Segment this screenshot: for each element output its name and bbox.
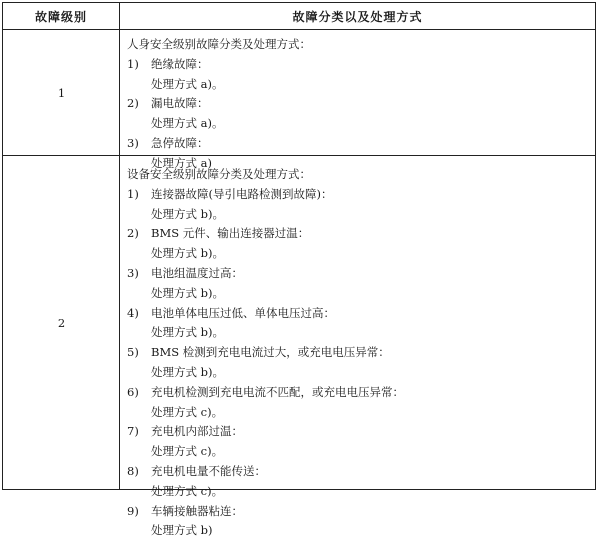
handling-method: 处理方式 b)。: [151, 246, 225, 261]
fault-name: 电池单体电压过低、单体电压过高：: [151, 305, 335, 320]
list-item: [123, 134, 587, 154]
fault-name: 急停故障：: [151, 135, 209, 150]
item-number: 5): [127, 345, 139, 360]
item-number: 8): [127, 463, 139, 478]
fault-name: 电池组温度过高：: [151, 265, 243, 280]
row-title: 设备安全级别故障分类及处理方式：: [127, 167, 311, 181]
item-number: 1): [127, 56, 139, 71]
handling-method: 处理方式 c)。: [151, 444, 224, 459]
list-item: [123, 55, 587, 75]
item-number: 7): [127, 424, 139, 439]
fault-name: BMS 元件、输出连接器过温：: [151, 226, 310, 241]
item-number: 3): [127, 265, 139, 280]
list-item: [123, 502, 587, 522]
header-fault-level: 故障级别: [34, 9, 87, 24]
fault-name: 绝缘故障：: [151, 56, 209, 71]
fault-name: 充电机内部过温：: [151, 424, 243, 439]
fault-level-1: 1: [57, 85, 66, 100]
list-item: [123, 422, 587, 442]
item-number: 3): [127, 135, 139, 150]
handling-method: 处理方式 b)。: [151, 364, 225, 379]
list-item: [123, 94, 587, 114]
header-fault-classification: 故障分类以及处理方式: [292, 9, 423, 24]
item-number: 2): [127, 226, 139, 241]
row-1-content: [123, 35, 587, 174]
handling-method: 处理方式 c)。: [151, 404, 224, 419]
item-number: 4): [127, 305, 139, 320]
handling-method: 处理方式 c)。: [151, 483, 224, 498]
fault-name: 充电机电量不能传送：: [151, 463, 266, 478]
list-item: [123, 383, 587, 403]
list-item: [123, 462, 587, 482]
item-number: 9): [127, 503, 139, 518]
item-number: 6): [127, 384, 139, 399]
handling-method: 处理方式 a): [151, 155, 212, 170]
fault-name: 漏电故障：: [151, 96, 209, 111]
fault-level-2: 2: [57, 315, 66, 330]
list-item: [123, 304, 587, 324]
list-item: [123, 343, 587, 363]
handling-method: 处理方式 b)。: [151, 325, 225, 340]
list-item: [123, 264, 587, 284]
fault-name: BMS 检测到充电电流过大，或充电电压异常：: [151, 345, 390, 360]
row-2-content: [123, 165, 587, 541]
handling-method: 处理方式 a)。: [151, 76, 224, 91]
fault-name: 连接器故障(导引电路检测到故障)：: [151, 186, 333, 201]
list-item: [123, 185, 587, 205]
handling-method: 处理方式 b)。: [151, 285, 225, 300]
handling-method: 处理方式 a)。: [151, 116, 224, 131]
list-item: [123, 224, 587, 244]
row-title: 人身安全级别故障分类及处理方式：: [127, 37, 311, 51]
fault-name: 车辆接触器粘连：: [151, 503, 243, 518]
fault-name: 充电机检测到充电电流不匹配，或充电电压异常：: [151, 384, 404, 399]
fault-table: [2, 2, 596, 538]
handling-method: 处理方式 b)。: [151, 206, 225, 221]
item-number: 2): [127, 96, 139, 111]
handling-method: 处理方式 b): [151, 523, 213, 538]
item-number: 1): [127, 186, 139, 201]
